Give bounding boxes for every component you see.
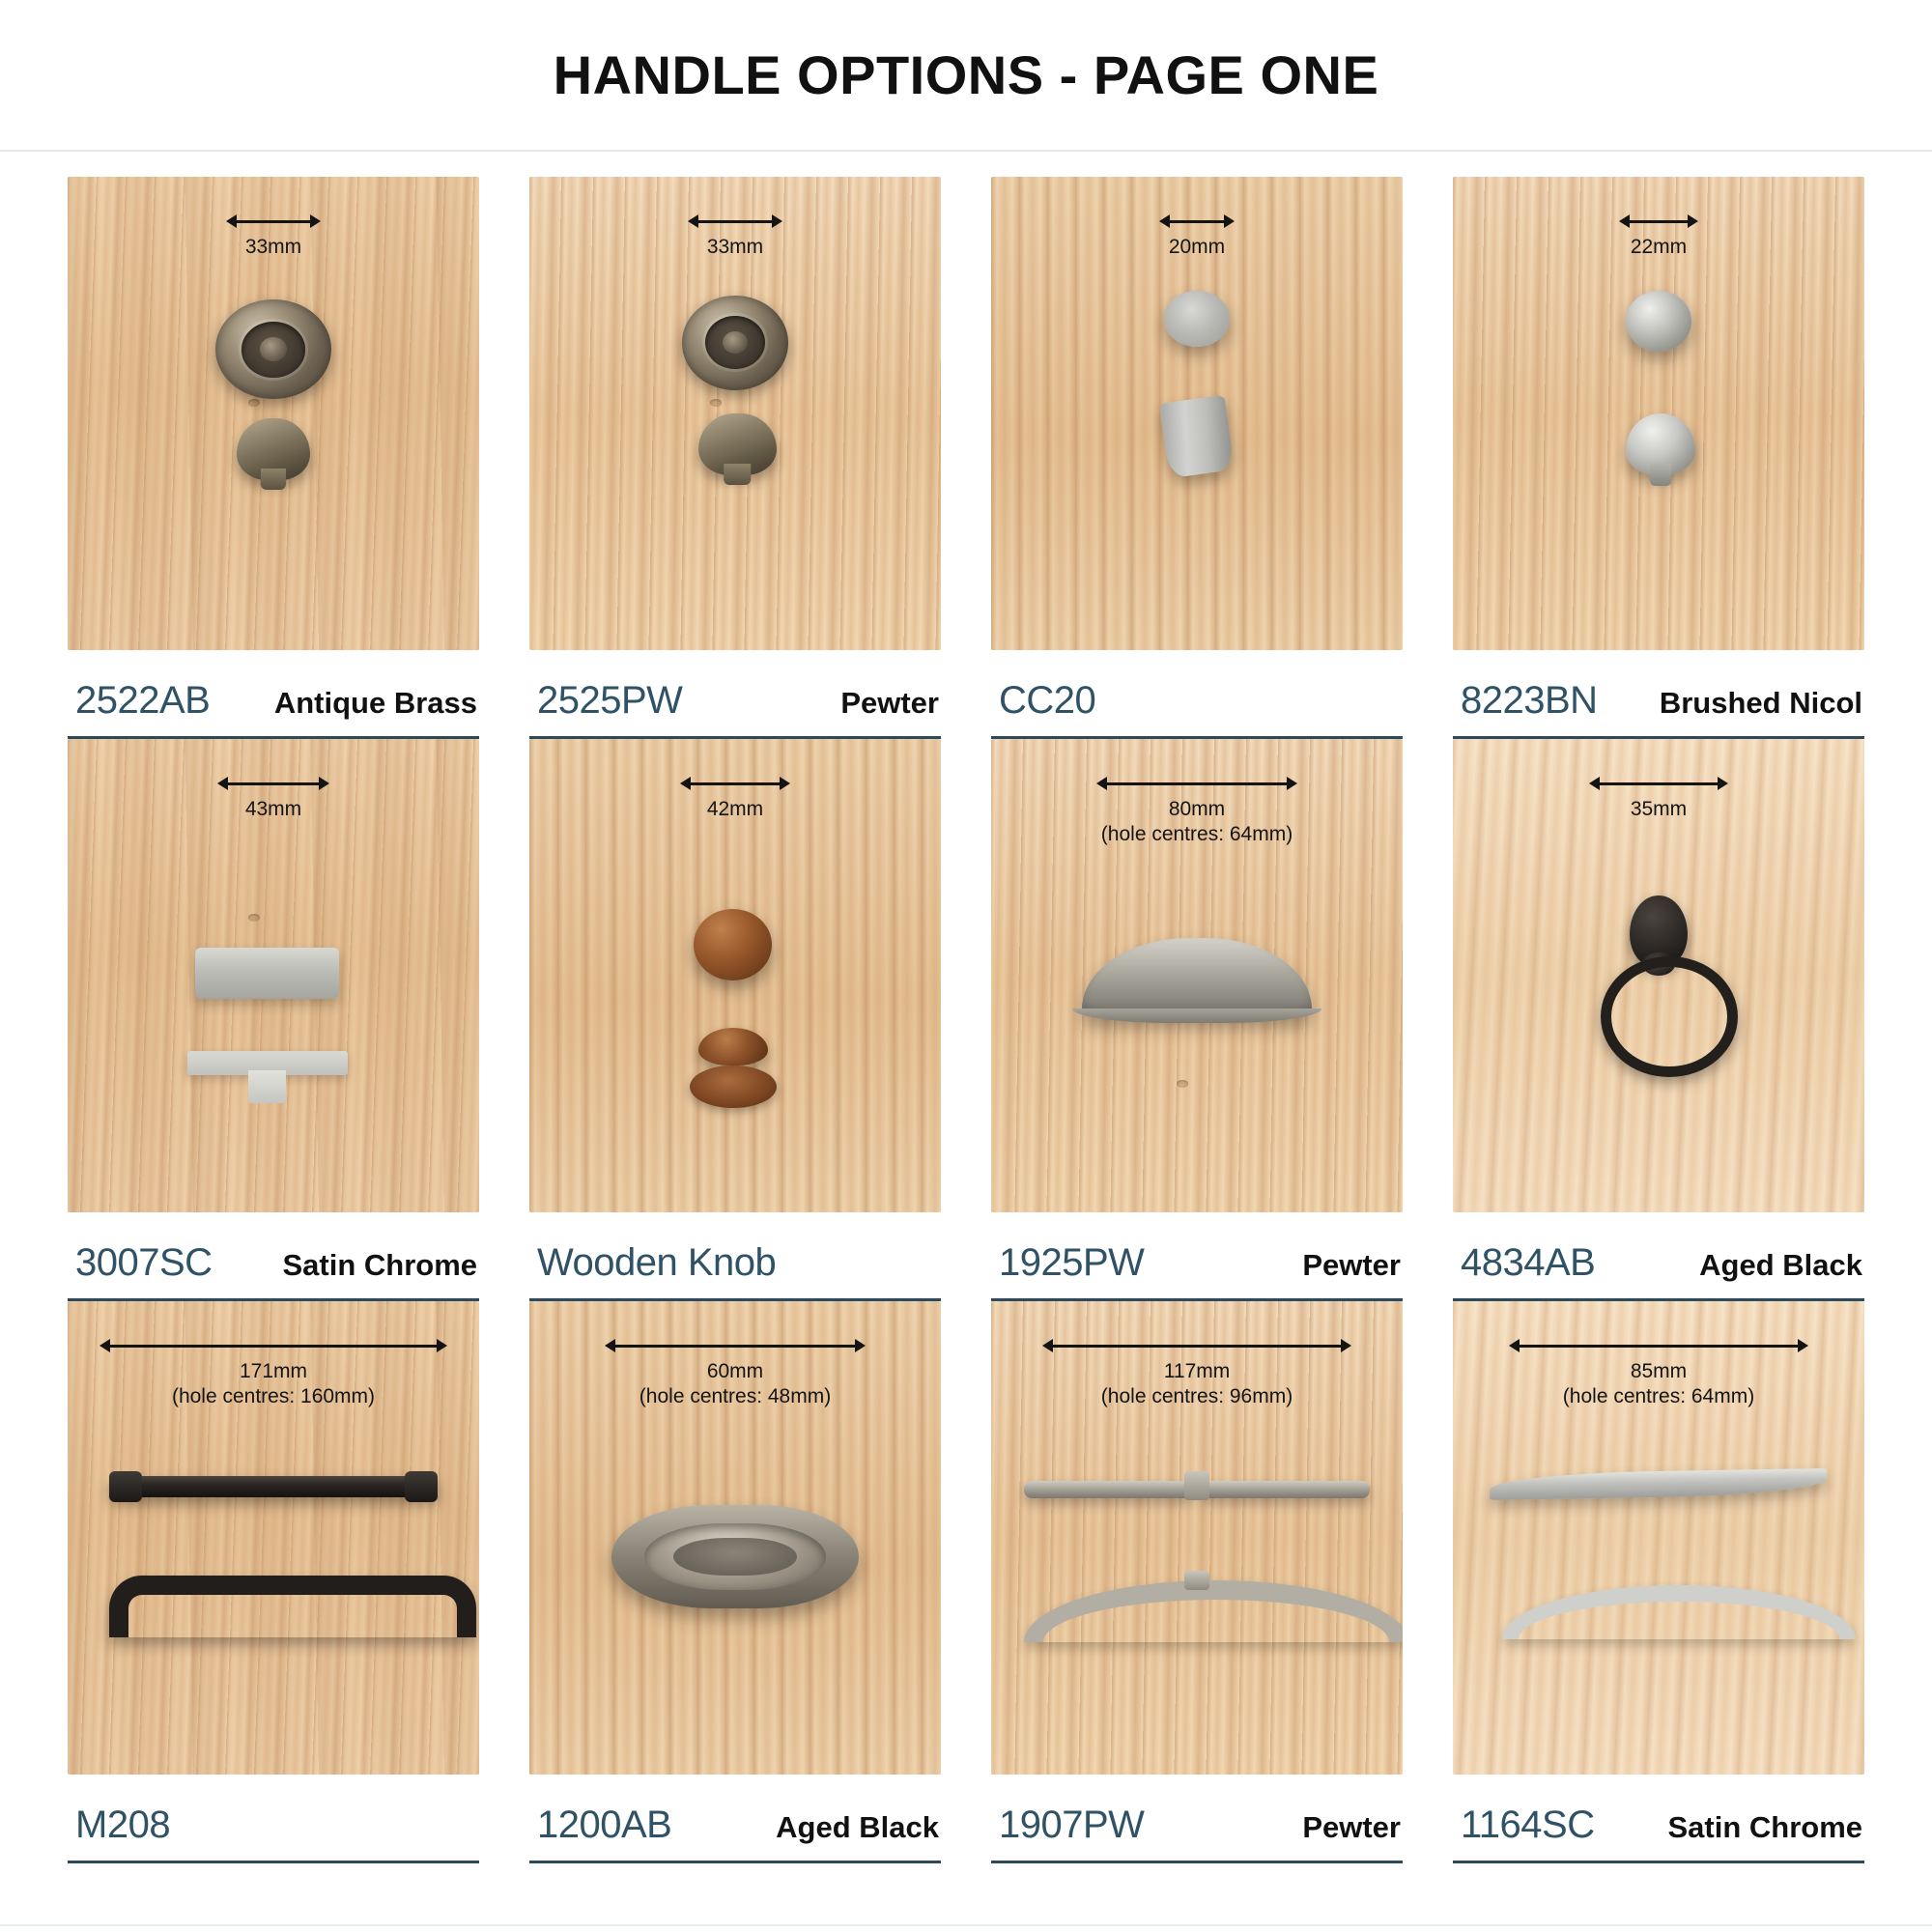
knob-stem — [248, 1070, 285, 1103]
handle-photo — [1453, 739, 1864, 1212]
handle-card[interactable] — [529, 177, 941, 739]
knob-side-view — [698, 413, 777, 475]
handle-photo — [991, 177, 1403, 650]
handle-caption — [68, 650, 479, 739]
ring-pull-ring — [1601, 956, 1737, 1077]
wood-background — [68, 177, 479, 650]
dimension-text: 35mm — [1630, 798, 1688, 820]
handle-finish: Pewter — [1302, 1248, 1401, 1282]
knob-top-view — [215, 299, 330, 399]
wood-background — [68, 1301, 479, 1775]
handle-photo — [68, 739, 479, 1212]
handle-caption — [68, 1212, 479, 1301]
handle-code: 1164SC — [1461, 1804, 1595, 1846]
handle-photo — [68, 177, 479, 650]
knob-top-view — [195, 948, 339, 1000]
dimension-text: 171mm (hole centres: 160mm) — [171, 1360, 376, 1408]
handle-card[interactable] — [68, 177, 479, 739]
handle-card[interactable] — [529, 1301, 941, 1863]
knob-top-view — [1164, 291, 1230, 348]
handle-card[interactable] — [68, 739, 479, 1301]
dimension-text: 85mm (hole centres: 64mm) — [1562, 1360, 1755, 1408]
handle-finish: Pewter — [1302, 1810, 1401, 1844]
handle-card[interactable] — [529, 739, 941, 1301]
handle-finish: Satin Chrome — [282, 1248, 477, 1282]
handle-caption — [991, 1775, 1403, 1863]
handle-code: 2525PW — [537, 679, 683, 722]
handle-card[interactable] — [1453, 177, 1864, 739]
handle-caption — [68, 1775, 479, 1863]
handle-finish: Antique Brass — [273, 686, 477, 720]
handle-code: 4834AB — [1461, 1241, 1596, 1284]
dimension-text: 117mm (hole centres: 96mm) — [1100, 1360, 1293, 1408]
handle-grid — [0, 152, 1932, 1863]
page-title: HANDLE OPTIONS - PAGE ONE — [553, 44, 1379, 105]
handle-code: 3007SC — [75, 1241, 213, 1284]
bar-handle-side-view — [109, 1576, 477, 1637]
knob-top-view — [1626, 291, 1691, 353]
handle-caption — [991, 650, 1403, 739]
handle-card[interactable] — [991, 739, 1403, 1301]
knob-top-view — [694, 909, 772, 980]
bar-handle-center-boss — [1184, 1471, 1209, 1499]
footer-divider — [0, 1924, 1932, 1926]
handle-photo — [529, 177, 941, 650]
handle-code: 1200AB — [537, 1804, 672, 1846]
cup-plate-center — [673, 1538, 797, 1576]
dimension-text: 80mm (hole centres: 64mm) — [1100, 798, 1293, 846]
handle-photo — [1453, 177, 1864, 650]
handle-photo — [68, 1301, 479, 1775]
dimension-text: 60mm (hole centres: 48mm) — [639, 1360, 832, 1408]
dimension-text: 43mm — [244, 798, 302, 820]
handle-photo — [1453, 1301, 1864, 1775]
handle-code: 1907PW — [999, 1804, 1145, 1846]
handle-card[interactable] — [991, 1301, 1403, 1863]
knob-side-view — [237, 418, 311, 480]
bow-handle-center-boss — [1184, 1571, 1209, 1590]
dimension-text: 20mm — [1168, 236, 1226, 258]
handle-caption — [529, 1212, 941, 1301]
handle-photo — [991, 1301, 1403, 1775]
knob-side-view — [1159, 395, 1235, 479]
handle-photo — [991, 739, 1403, 1212]
handle-card[interactable] — [1453, 739, 1864, 1301]
handle-finish: Aged Black — [1699, 1248, 1862, 1282]
handle-caption — [1453, 1775, 1864, 1863]
handle-code: CC20 — [999, 679, 1096, 722]
handle-photo — [529, 1301, 941, 1775]
handle-card[interactable] — [991, 177, 1403, 739]
handle-finish: Pewter — [840, 686, 939, 720]
knob-side-view — [698, 1028, 768, 1065]
handle-finish: Brushed Nicol — [1659, 686, 1862, 720]
handle-caption — [529, 1775, 941, 1863]
dimension-text: 33mm — [706, 236, 764, 258]
bar-handle-top-view — [109, 1476, 439, 1497]
dimension-text: 33mm — [244, 236, 302, 258]
knob-base — [690, 1065, 776, 1108]
handle-code: 8223BN — [1461, 679, 1598, 722]
wood-background — [991, 1301, 1403, 1775]
handle-caption — [529, 650, 941, 739]
handle-card[interactable] — [68, 1301, 479, 1863]
dimension-text: 42mm — [706, 798, 764, 820]
wood-background — [1453, 1301, 1864, 1775]
knob-top-view — [682, 296, 789, 390]
handle-finish: Aged Black — [776, 1810, 939, 1844]
page-header — [0, 0, 1932, 152]
bar-handle-left-half — [1024, 1481, 1193, 1498]
handle-caption — [991, 1212, 1403, 1301]
handle-code: Wooden Knob — [537, 1241, 777, 1284]
handle-caption — [1453, 650, 1864, 739]
dimension-text: 22mm — [1630, 236, 1688, 258]
bar-handle-right-half — [1201, 1481, 1370, 1498]
handle-code: 2522AB — [75, 679, 211, 722]
handle-caption — [1453, 1212, 1864, 1301]
handle-code: 1925PW — [999, 1241, 1145, 1284]
handle-photo — [529, 739, 941, 1212]
handle-code: M208 — [75, 1804, 171, 1846]
handle-card[interactable] — [1453, 1301, 1864, 1863]
handle-finish: Satin Chrome — [1667, 1810, 1862, 1844]
